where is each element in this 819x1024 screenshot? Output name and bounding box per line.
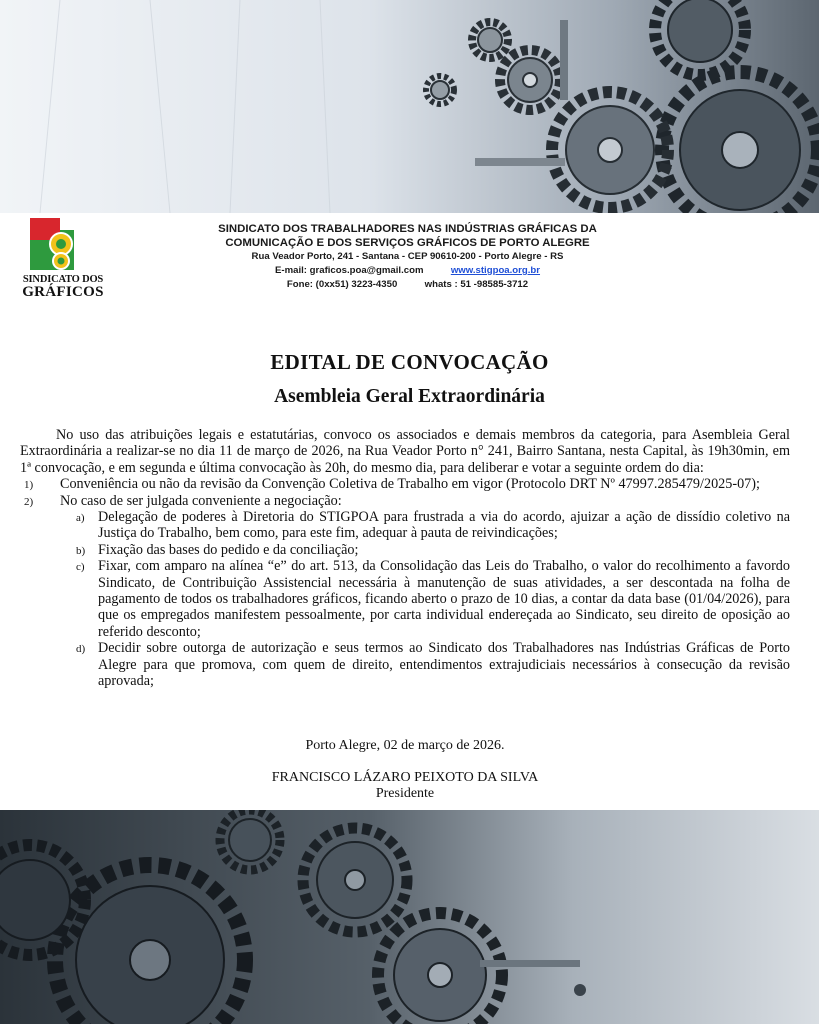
org-address: Rua Veador Porto, 241 - Santana - CEP 90610-200 - Porto Alegre - RS: [251, 251, 564, 262]
agenda-subitem: c) Fixar, com amparo na alínea “e” do art. 513, da Consolidação das Leis do Trabalho, o valor do recolhimento a favordo Sindicato, de Contribuição Assistencial necessária à manutenção de suas atividades, a ser descontada na folha de pagamento de todos os trabalhadores gráficos, ficando aberto o prazo de 10 dias, a contar da data base (01/04/2026), para que os empregados manifestem pessoalmente, por carta individual endereçada ao Sindicato, seu direito de oposição ao referido desconto;: [76, 558, 790, 640]
org-phone: Fone: (0xx51) 3223-4350: [286, 279, 398, 290]
org-name-line1: SINDICATO DOS TRABALHADORES NAS INDÚSTRIAS GRÁFICAS DA: [218, 223, 597, 235]
signer-role: Presidente: [375, 786, 435, 801]
org-website-link[interactable]: www.stigpoa.org.br: [450, 265, 541, 276]
org-name-line2: COMUNICAÇÃO E DOS SERVIÇOS GRÁFICOS DE PORTO ALEGRE: [225, 237, 590, 249]
agenda-item: 2) No caso de ser julgada conveniente a negociação:: [24, 492, 342, 509]
logo-caption-top: SINDICATO DOS: [22, 274, 104, 285]
intro-paragraph: No uso das atribuições legais e estatutárias, convoco os associados e demais membros da categoria, para Asembleia Geral Extraordinária a realizar-se no dia 11 de março de 2026, na Rua Veador Porto n° 241, Bairro Santana, nesta Capital, às 19h30min, em 1ª convocação, e em segunda e última convocação às 20h, do mesmo dia, para deliberar e votar a seguinte ordem do dia:: [20, 427, 790, 476]
bottom-gears-banner: [0, 810, 819, 1024]
place-date: Porto Alegre, 02 de março de 2026.: [305, 738, 505, 753]
agenda-item: 1) Conveniência ou não da revisão da Convenção Coletiva de Trabalho em vigor (Protocolo DRT Nº 47997.285479/2025-07);: [24, 476, 760, 493]
agenda-subitem: d) Decidir sobre outorga de autorização e seus termos ao Sindicato dos Trabalhadores nas Indústrias Gráficas de Porto Alegre para que promova, com quem de direito, entendimentos extrajudiciais necessários à consecução da revisão aprovada;: [76, 640, 790, 690]
org-email: E-mail: graficos.poa@gmail.com: [274, 265, 424, 276]
union-logo: [20, 214, 106, 304]
signature-block: [0, 770, 810, 802]
agenda-subitem: a) Delegação de poderes à Diretoria do STIGPOA para frustrada a via do acordo, ajuizar a ação de dissídio coletivo na Justiça do Trabalho, bem como, para este fim, adequar à pauta de reivindicações;: [76, 509, 790, 542]
document-subtitle: Asembleia Geral Extraordinária: [274, 386, 545, 407]
letterhead: [150, 222, 665, 292]
document-title: EDITAL DE CONVOCAÇÃO: [270, 350, 549, 374]
org-whatsapp: whats : 51 -98585-3712: [424, 279, 529, 290]
logo-caption-bottom: GRÁFICOS: [22, 284, 104, 300]
top-gears-banner: [0, 0, 819, 213]
agenda-subitem: b) Fixação das bases do pedido e da conciliação;: [76, 541, 359, 558]
document-body: [20, 427, 790, 690]
signer-name: FRANCISCO LÁZARO PEIXOTO DA SILVA: [271, 770, 539, 785]
